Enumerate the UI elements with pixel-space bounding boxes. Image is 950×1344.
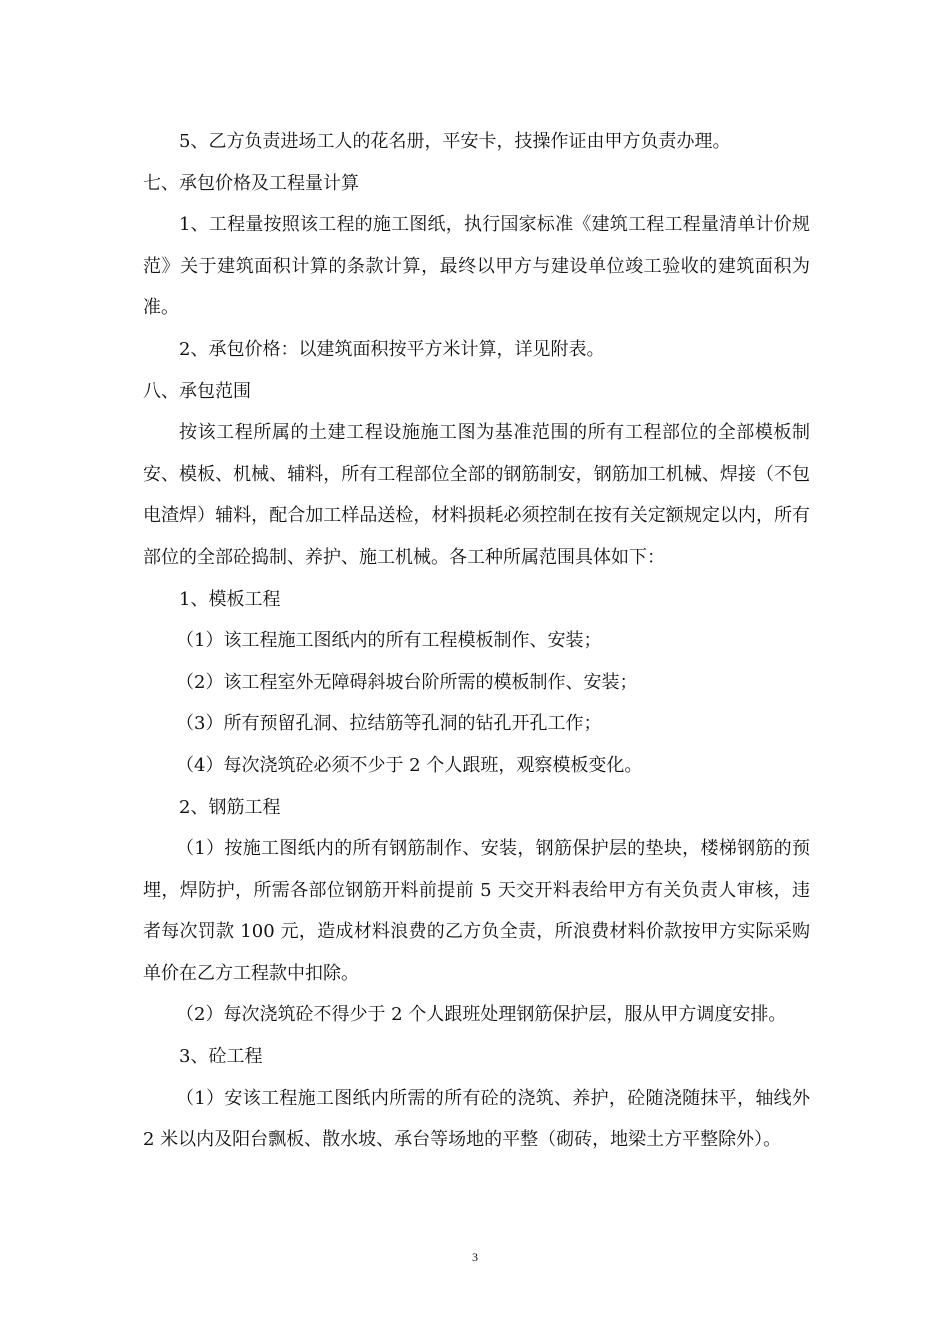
subheading-rebar: 2、钢筋工程 bbox=[179, 796, 281, 818]
subheading-formwork: 1、模板工程 bbox=[179, 588, 281, 610]
paragraph-worker-roster: 5、乙方负责进场工人的花名册，平安卡，技操作证由甲方负责办理。 bbox=[179, 131, 731, 152]
list-item-formwork-2: （2）该工程室外无障碍斜坡台阶所需的模板制作、安装； bbox=[176, 671, 638, 693]
section-heading-price-quantity: 七、承包价格及工程量计算 bbox=[143, 172, 359, 194]
paragraph-quantity-calculation: 1、工程量按照该工程的施工图纸，执行国家标准《建筑工程工程量清单计价规范》关于建筑面积计算的条款计算，最终以甲方与建设单位竣工验收的建筑面积为准。 bbox=[143, 214, 810, 319]
list-item-rebar-1: （1）按施工图纸内的所有钢筋制作、安装，钢筋保护层的垫块，楼梯钢筋的预埋，焊防护，所需各部位钢筋开料前提前 5 天交开料表给甲方有关负责人审核，违者每次罚款 100 元，造成材料浪费的乙方负全责，所浪费材料价款按甲方实际采购单价在乙方工程款中扣除。 bbox=[143, 838, 810, 984]
page-number: 3 bbox=[472, 1250, 478, 1264]
subheading-concrete: 3、砼工程 bbox=[179, 1046, 263, 1068]
list-item-formwork-1: （1）该工程施工图纸内的所有工程模板制作、安装； bbox=[176, 630, 602, 652]
list-item-rebar-2: （2）每次浇筑砼不得少于 2 个人跟班处理钢筋保护层，服从甲方调度安排。 bbox=[176, 1004, 787, 1026]
list-item-formwork-3: （3）所有预留孔洞、拉结筋等孔洞的钻孔开孔工作； bbox=[176, 713, 602, 735]
section-heading-contract-scope: 八、承包范围 bbox=[143, 380, 251, 402]
document-body bbox=[143, 121, 810, 1161]
list-item-formwork-4: （4）每次浇筑砼必须不少于 2 个人跟班，观察模板变化。 bbox=[176, 754, 643, 776]
paragraph-scope-description: 按该工程所属的土建工程设施施工图为基准范围的所有工程部位的全部模板制安、模板、机械、辅料，所有工程部位全部的钢筋制安，钢筋加工机械、焊接（不包电渣焊）辅料，配合加工样品送检，材料损耗必须控制在按有关定额规定以内，所有部位的全部砼捣制、养护、施工机械。各工种所属范围具体如下： bbox=[143, 422, 810, 568]
list-item-concrete-1: （1）安该工程施工图纸内所需的所有砼的浇筑、养护，砼随浇随抹平，轴线外 2 米以内及阳台飘板、散水坡、承台等场地的平整（砌砖，地梁土方平整除外）。 bbox=[143, 1087, 810, 1151]
paragraph-contract-price: 2、承包价格：以建筑面积按平方米计算，详见附表。 bbox=[179, 338, 605, 360]
